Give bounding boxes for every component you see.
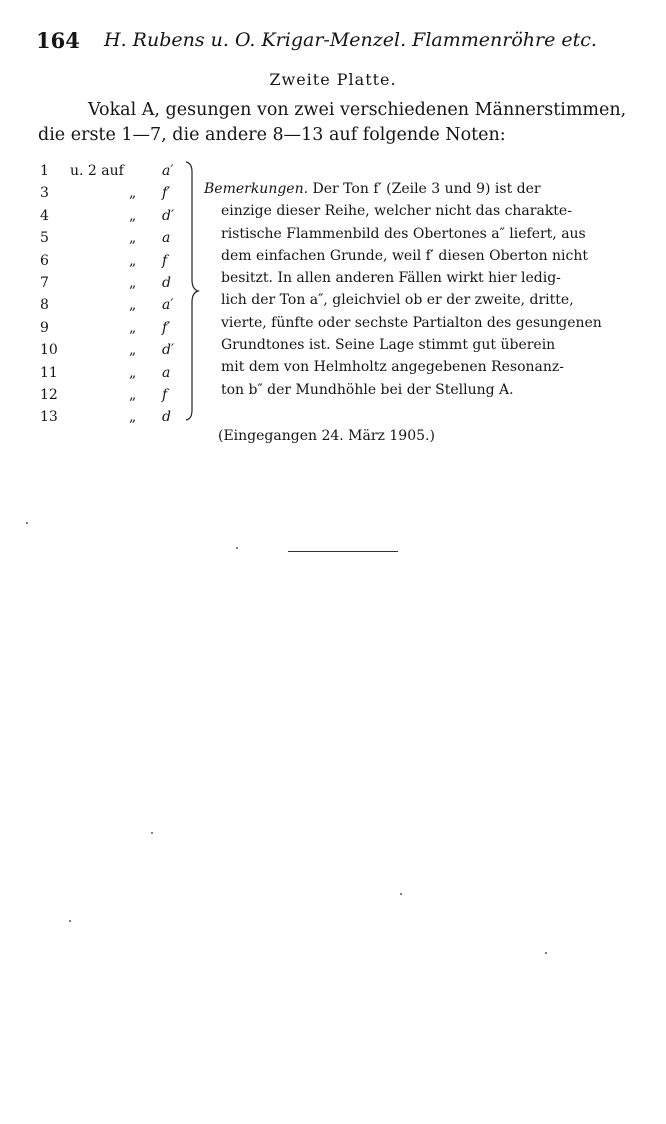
scan-speck — [69, 920, 71, 922]
row-number: 3 — [40, 185, 49, 202]
section-title: Zweite Platte. — [269, 70, 397, 89]
intro-paragraph — [38, 98, 628, 148]
intro-line-1: Vokal A, gesungen von zwei verschiedenen Männerstimmen, — [88, 100, 627, 120]
remark-line-first — [204, 178, 642, 200]
row-number: 7 — [40, 274, 49, 291]
end-rule-divider — [288, 551, 398, 552]
curly-brace — [180, 160, 200, 422]
row-number: 13 — [40, 409, 58, 426]
note-name: a — [162, 364, 171, 381]
ditto-mark: „ — [129, 386, 137, 403]
remark-line: Grundtones ist. Seine Lage stimmt gut überein — [221, 337, 556, 354]
note-name: d — [162, 409, 171, 426]
row-number: 9 — [40, 319, 49, 336]
note-name: d — [162, 274, 171, 291]
remark-line: dem einfachen Grunde, weil f′ diesen Oberton nicht — [221, 247, 589, 264]
note-name: a′ — [162, 297, 174, 314]
remarks-label: Bemerkungen. — [204, 181, 309, 197]
scan-speck — [236, 547, 238, 549]
remark-line: ton b″ der Mundhöhle bei der Stellung A. — [221, 381, 514, 398]
remark-line: besitzt. In allen anderen Fällen wirkt hier ledig- — [221, 270, 561, 287]
received-date: (Eingegangen 24. März 1905.) — [218, 428, 435, 444]
row-number: 12 — [40, 386, 58, 403]
row-number: 6 — [40, 252, 49, 269]
note-name: f′ — [162, 319, 171, 336]
intro-line-2: die erste 1—7, die andere 8—13 auf folgende Noten: — [38, 125, 506, 145]
row-number: 5 — [40, 230, 49, 247]
remark-first-line-text: Der Ton f′ (Zeile 3 und 9) ist der — [312, 181, 541, 197]
ditto-mark: „ — [129, 319, 137, 336]
page-number: 164 — [36, 28, 80, 53]
row-label: u. 2 auf — [70, 163, 124, 179]
remark-line: einzige dieser Reihe, welcher nicht das charakte- — [221, 203, 572, 220]
row-number: 8 — [40, 297, 49, 314]
ditto-mark: „ — [129, 297, 137, 314]
note-name: f — [162, 386, 168, 403]
scan-speck — [400, 893, 402, 895]
remark-line: mit dem von Helmholtz angegebenen Resonanz- — [221, 359, 565, 376]
remark-line: vierte, fünfte oder sechste Partialton des gesungenen — [221, 314, 602, 331]
ditto-mark: „ — [129, 230, 137, 247]
note-name: d′ — [162, 207, 175, 224]
ditto-mark: „ — [129, 409, 137, 426]
note-name: a′ — [162, 163, 174, 179]
note-name: d′ — [162, 342, 175, 359]
scan-speck — [26, 522, 28, 524]
row-number: 1 — [40, 163, 49, 179]
ditto-mark: „ — [129, 207, 137, 224]
remark-line: ristische Flammenbild des Obertones a″ liefert, aus — [221, 225, 586, 242]
running-title: H. Rubens u. O. Krigar-Menzel. Flammenröhre etc. — [104, 29, 597, 51]
scan-speck — [151, 832, 153, 834]
ditto-mark: „ — [129, 185, 137, 202]
note-name: f — [162, 252, 168, 269]
ditto-mark: „ — [129, 274, 137, 291]
note-name: f′ — [162, 185, 171, 202]
remark-line: lich der Ton a″, gleichviel ob er der zweite, dritte, — [221, 292, 574, 309]
scan-speck — [545, 952, 547, 954]
running-head — [36, 28, 636, 54]
row-number: 11 — [40, 364, 58, 381]
note-name: a — [162, 230, 171, 247]
ditto-mark: „ — [129, 252, 137, 269]
remarks-block — [204, 178, 642, 401]
row-number: 10 — [40, 342, 58, 359]
ditto-mark: „ — [129, 342, 137, 359]
row-number: 4 — [40, 207, 49, 224]
ditto-mark: „ — [129, 364, 137, 381]
